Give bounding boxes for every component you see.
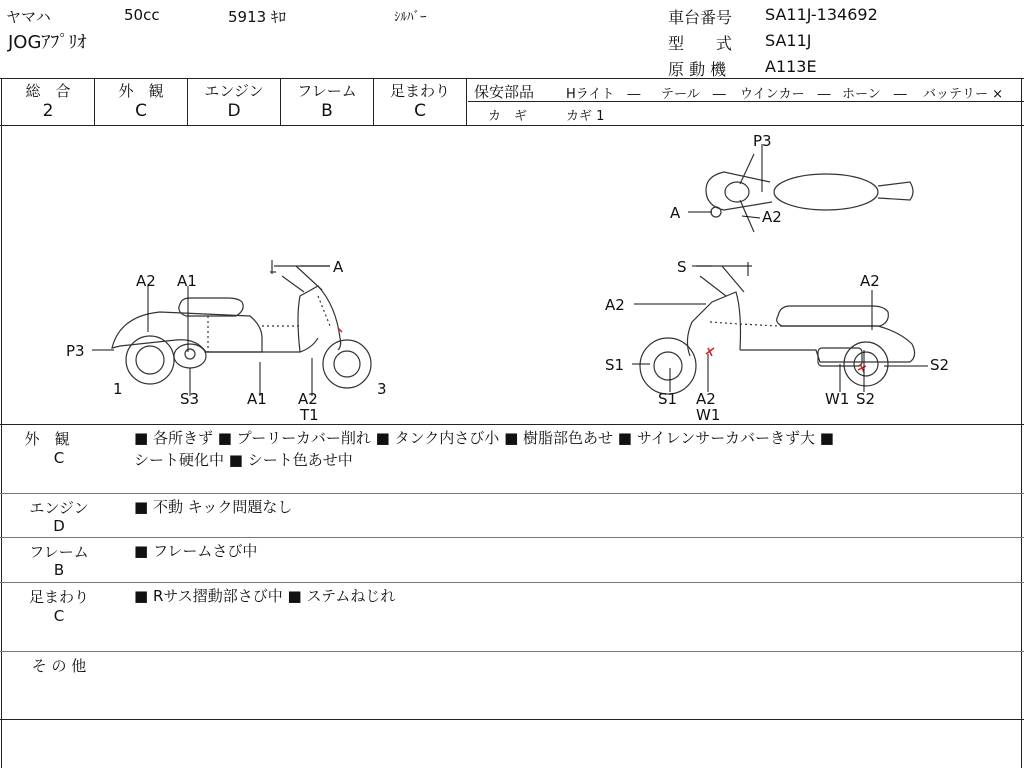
safety-tail: テール ―	[661, 87, 726, 102]
section-frame-grade: B	[53, 561, 65, 579]
section-exterior-line-2: シート硬化中 ■ シート色あせ中	[134, 451, 353, 469]
section-divider	[0, 493, 1024, 494]
diagram-bottom-border	[0, 424, 1024, 425]
safety-battery: バッテリー ×	[923, 87, 1004, 102]
maker: ヤマハ	[6, 8, 51, 26]
body-color: ｼﾙﾊﾞｰ	[394, 10, 427, 25]
suspension-label: 足まわり	[389, 82, 450, 100]
diagram-label-right: S2	[930, 356, 950, 374]
diagram-label-right: A2	[860, 272, 880, 290]
diagram-label-top: A	[670, 204, 681, 222]
section-suspension-line-1: ■ Rサス摺動部さび中 ■ ステムねじれ	[134, 587, 396, 605]
diagram-label-right: S1	[658, 390, 678, 408]
diagram-label-left: P3	[66, 342, 85, 360]
diagram-label-left: 3	[377, 380, 387, 398]
frame-no-label: 車台番号	[668, 8, 733, 27]
diagram-label-top: A2	[762, 208, 782, 226]
section-suspension-grade: C	[53, 607, 65, 625]
safety-horn: ホーン ―	[842, 87, 907, 102]
section-exterior-grade: C	[53, 449, 65, 467]
diagram-label-left: A1	[247, 390, 267, 408]
diagram-label-left: A1	[177, 272, 197, 290]
key-value: カギ 1	[566, 109, 605, 124]
safety-winker: ウインカー ―	[740, 87, 831, 102]
diagram-label-left: S3	[180, 390, 200, 408]
frame-label: フレーム	[297, 82, 357, 100]
suspension-grade: C	[414, 101, 426, 121]
section-frame-label: フレーム	[29, 543, 89, 561]
key-label: カ ギ	[488, 109, 528, 124]
section-exterior-line-1: ■ 各所きず ■ プーリーカバー削れ ■ タンク内さび小 ■ 樹脂部色あせ ■ サイレンサーカバーきず大 ■	[134, 429, 834, 447]
section-divider	[0, 651, 1024, 652]
safety-label: 保安部品	[474, 83, 535, 101]
bottom-border	[0, 719, 1024, 720]
diagram-label-left: A2	[136, 272, 156, 290]
type-value: SA11J	[765, 31, 812, 50]
mileage: 5913 ｷﾛ	[228, 8, 286, 26]
diagram-label-right: S1	[605, 356, 625, 374]
top-scooter-drawing	[706, 154, 913, 232]
engine-model-value: A113E	[765, 57, 817, 76]
frame-grade: B	[321, 101, 333, 121]
diagram-label-right: A2	[696, 390, 716, 408]
diagram-label-right: S2	[856, 390, 876, 408]
overall-label: 総 合	[25, 82, 71, 100]
engine-grade: D	[227, 101, 241, 121]
engine-label: エンジン	[204, 82, 264, 100]
section-divider	[0, 582, 1024, 583]
grade-divider	[466, 78, 467, 125]
exterior-label: 外 観	[118, 82, 164, 100]
diagram-label-right: S	[677, 258, 687, 276]
diagram-label-left: 1	[113, 380, 123, 398]
section-engine-line-1: ■ 不動 キック問題なし	[134, 498, 293, 516]
section-other-label: そ の 他	[31, 657, 87, 675]
diagram-label-right: W1	[825, 390, 850, 408]
diagram-label-right: A2	[605, 296, 625, 314]
section-frame-line-1: ■ フレームさび中	[134, 542, 258, 560]
section-divider	[0, 537, 1024, 538]
model-name: JOGｱﾌﾟﾘｵ	[8, 32, 87, 53]
section-engine-grade: D	[53, 517, 65, 535]
grade-row-top-border	[0, 78, 1024, 79]
diagram-label-left: A2	[298, 390, 318, 408]
damage-diagram	[0, 126, 1024, 424]
diagram-label-left: T1	[300, 406, 319, 424]
diagram-label-top: P3	[753, 132, 772, 150]
overall-grade: 2	[42, 101, 54, 121]
safety-headlight: Hライト ―	[566, 87, 641, 102]
diagram-label-right: W1	[696, 406, 721, 424]
engine-model-label: 原 動 機	[668, 60, 727, 79]
section-exterior-label: 外 観	[24, 430, 70, 448]
frame-no: SA11J-134692	[765, 5, 878, 24]
displacement: 50cc	[124, 6, 160, 24]
type-label: 型 式	[668, 34, 733, 53]
section-suspension-label: 足まわり	[28, 588, 89, 606]
section-engine-label: エンジン	[29, 499, 89, 517]
exterior-grade: C	[135, 101, 147, 121]
diagram-label-left: A	[333, 258, 344, 276]
